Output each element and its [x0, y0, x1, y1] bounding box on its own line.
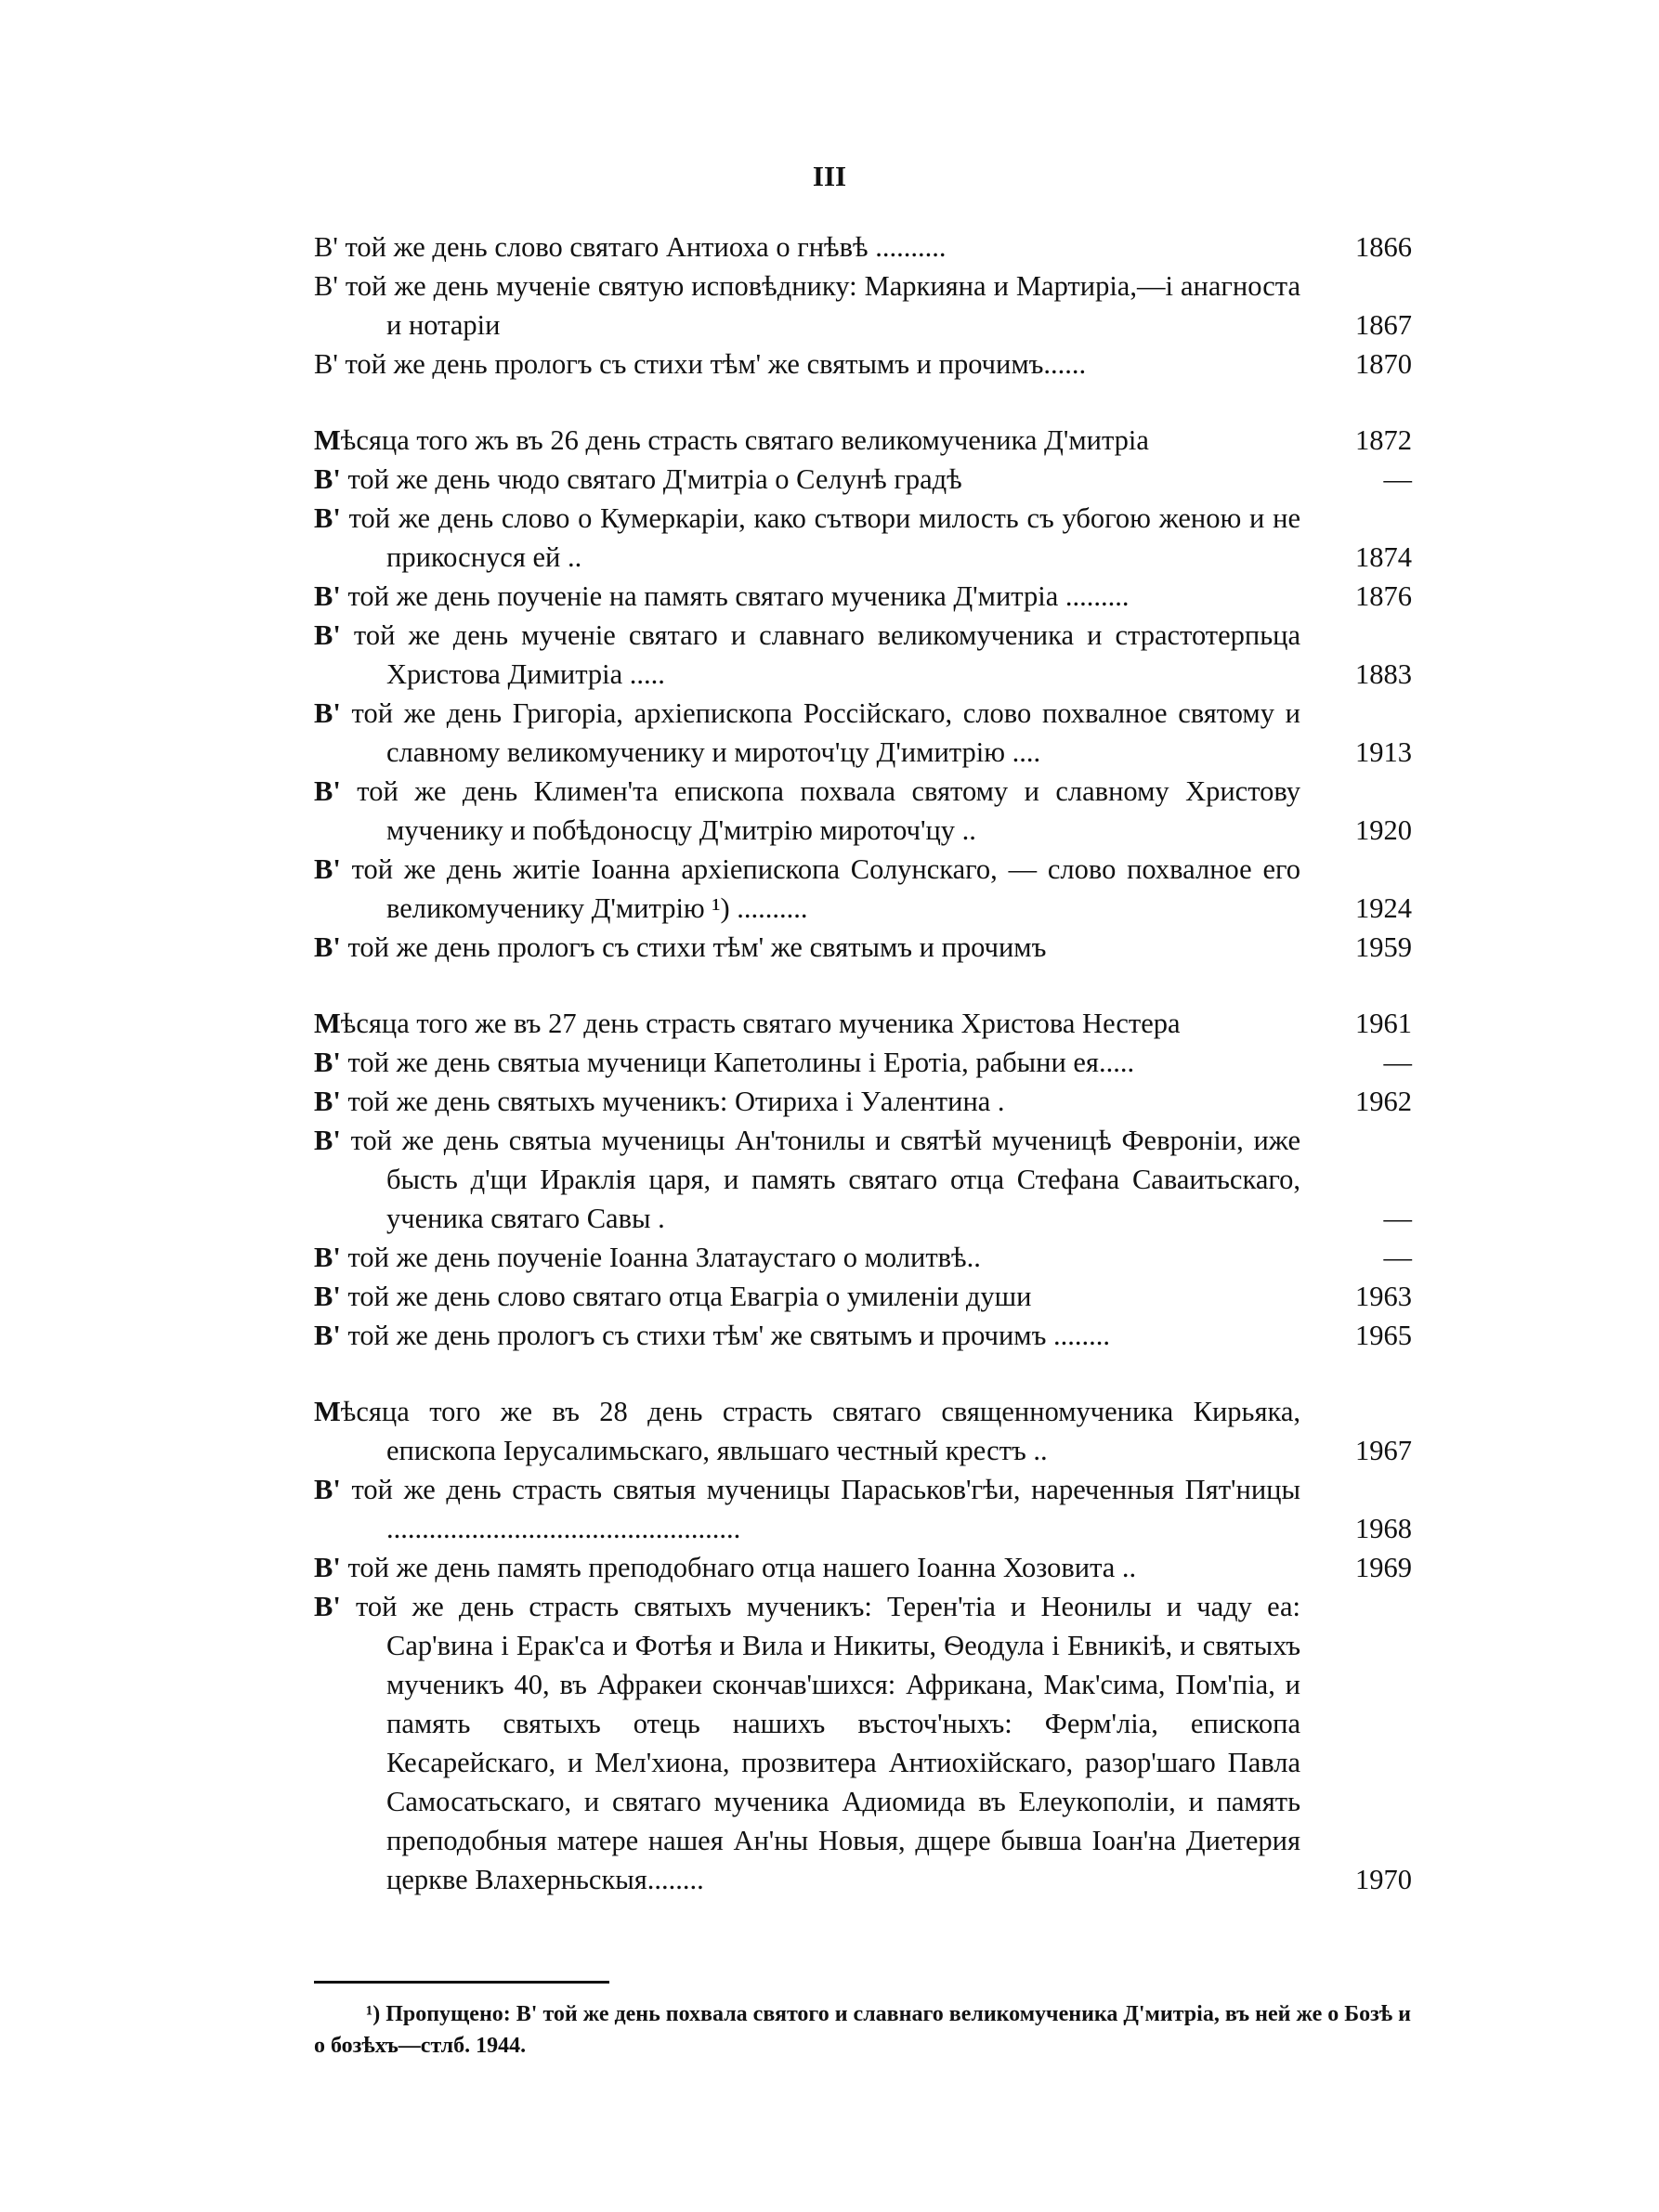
toc-entry — [314, 421, 1412, 460]
entry-page-number: 1874 — [1355, 541, 1412, 573]
toc-entry — [314, 1121, 1412, 1238]
toc-entry — [314, 616, 1412, 694]
page-number: III — [812, 160, 847, 192]
footnote-divider — [314, 1981, 609, 1984]
toc-entry — [314, 1316, 1412, 1355]
toc-section-oct-28 — [314, 1392, 1412, 1899]
entry-title: В' той же день Климен'та епископа похвала святому и славному Христову мученику и побѣдоносцу Д'митрію мироточ'цу .. — [314, 775, 1300, 846]
toc-entry — [314, 267, 1412, 345]
entry-title: В' той же день Григоріа, архіепископа Россійскаго, слово похвалное святому и славному великомученику и мироточ'цу Д'имитрію .... — [314, 697, 1300, 768]
entry-title: В' той же день святыа мученицы Ан'тонилы и святѣй мученицѣ Февроніи, иже бысть д'щи Ираклія царя, и память святаго отца Стефана Саваитьскаго, ученика святаго Савы . — [314, 1125, 1300, 1234]
entry-page-number: 1913 — [1355, 736, 1412, 768]
entry-page-number: — — [1383, 463, 1412, 495]
toc-entry — [314, 1548, 1412, 1587]
entry-page-number: 1872 — [1355, 424, 1412, 456]
entry-title: Мѣсяца того жъ въ 26 день страсть святаго великомученика Д'митріа — [314, 424, 1149, 456]
entry-page-number: 1866 — [1355, 231, 1412, 263]
entry-title: В' той же день чюдо святаго Д'митріа о Селунѣ градѣ — [314, 463, 962, 495]
entry-page-number: 1965 — [1355, 1320, 1412, 1351]
entry-title: В' той же день мученіе святаго и славнаго великомученика и страстотерпьца Христова Димитріа ..... — [314, 619, 1300, 690]
entry-title: В' той же день святыхъ мученикъ: Отириха і Уалентина . — [314, 1086, 1005, 1117]
entry-page-number: 1876 — [1355, 580, 1412, 612]
entry-title: В' той же день прологъ съ стихи тѣм' же святымъ и прочимъ...... — [314, 348, 1087, 380]
entry-title: В' той же день прологъ съ стихи тѣм' же святымъ и прочимъ ........ — [314, 1320, 1111, 1351]
toc-entry — [314, 499, 1412, 577]
entry-title: В' той же день мученіе святую исповѣднику: Маркияна и Мартиріа,—і анагноста и нотарiи — [314, 270, 1300, 341]
toc-entry — [314, 1238, 1412, 1277]
entry-page-number: 1867 — [1355, 309, 1412, 341]
toc-entry — [314, 850, 1412, 928]
entry-page-number: — — [1383, 1203, 1412, 1234]
entry-title: В' той же день прологъ съ стихи тѣм' же святымъ и прочимъ — [314, 931, 1047, 963]
entry-page-number: 1962 — [1355, 1086, 1412, 1117]
entry-title: В' той же день слово святаго Антиоха о гнѣвѣ .......... — [314, 231, 947, 263]
entry-title: В' той же день поученіе Іоанна Златаустаго о молитвѣ.. — [314, 1242, 981, 1273]
entry-title: Мѣсяца того же въ 27 день страсть святаго мученика Христова Нестера — [314, 1008, 1181, 1039]
toc-section-oct-25 — [314, 228, 1412, 384]
entry-page-number: 1924 — [1355, 892, 1412, 924]
toc-entry — [314, 1587, 1412, 1899]
entry-page-number: — — [1383, 1047, 1412, 1078]
entry-title: В' той же день слово святаго отца Евагріа о умиленіи души — [314, 1281, 1032, 1312]
toc-entry — [314, 1277, 1412, 1316]
entry-page-number: 1968 — [1355, 1513, 1412, 1544]
toc-entry — [314, 577, 1412, 616]
entry-page-number: — — [1383, 1242, 1412, 1273]
toc-entry — [314, 694, 1412, 772]
entry-title: В' той же день житіе Іоанна архіепископа Солунскаго, — слово похвалное его великомученику Д'митрію ¹) .......... — [314, 853, 1300, 924]
entry-title: В' той же день память преподобнаго отца нашего Іоанна Хозовита .. — [314, 1552, 1137, 1583]
entry-page-number: 1920 — [1355, 814, 1412, 846]
toc-section-oct-27 — [314, 1004, 1412, 1355]
toc-entry — [314, 1082, 1412, 1121]
toc-entry — [314, 1043, 1412, 1082]
entry-page-number: 1967 — [1355, 1435, 1412, 1466]
toc-entry — [314, 460, 1412, 499]
toc-section-oct-26 — [314, 421, 1412, 967]
entry-page-number: 1969 — [1355, 1552, 1412, 1583]
toc-entry — [314, 228, 1412, 267]
toc-entry — [314, 345, 1412, 384]
toc-entry — [314, 1470, 1412, 1548]
toc-entry — [314, 928, 1412, 967]
entry-title: Мѣсяца того же въ 28 день страсть святаго священномученика Кирьяка, епископа Іерусалимьскаго, явльшаго честный крестъ .. — [314, 1396, 1300, 1466]
entry-page-number: 1961 — [1355, 1008, 1412, 1039]
toc-entry — [314, 772, 1412, 850]
entry-title: В' той же день святыа мученици Капетолины і Еротіа, рабыни ея..... — [314, 1047, 1135, 1078]
table-of-contents — [314, 228, 1412, 1936]
toc-entry — [314, 1392, 1412, 1470]
entry-title: В' той же день страсть святыхъ мученикъ: Терен'тіа и Неонилы и чаду еа: Сар'вина і Ерак'са и Фотѣя и Вила и Никиты, Ѳеодула і Евникіѣ, и святыхъ мученикъ 40, въ Афракеи скончав'шихся: Африкана, Мак'сима, Пом'піа, и память святыхъ отець нашихъ въсточ'ныхъ: Ферм'ліа, епископа Кесарейскаго, и Мел'хиона, прозвитера Антиохійскаго, разор'шаго Павла Самосатьскаго, и святаго мученика Адиомида въ Елеукополіи, и память преподобныя матере нашея Ан'ны Новыя, дщере бывша Іоан'на Диетерия церкве Влахерньскыя........ — [314, 1591, 1300, 1895]
entry-page-number: 1970 — [1355, 1864, 1412, 1895]
entry-page-number: 1963 — [1355, 1281, 1412, 1312]
toc-entry — [314, 1004, 1412, 1043]
footnote: ¹) Пропущено: В' той же день похвала святого и славнаго великомученика Д'митріа, въ ней же о Бозѣ и о бозѣхъ—стлб. 1944. — [314, 2002, 1411, 2058]
entry-page-number: 1883 — [1355, 658, 1412, 690]
entry-title: В' той же день страсть святыя мученицы Параськов'гѣи, нареченныя Пят'ницы .................................................. — [314, 1474, 1300, 1544]
entry-title: В' той же день слово о Кумеркаріи, како сътвори милость съ убогою женою и не прикоснуся ей .. — [314, 502, 1300, 573]
entry-title: В' той же день поученіе на память святаго мученика Д'митріа ......... — [314, 580, 1130, 612]
entry-page-number: 1959 — [1355, 931, 1412, 963]
entry-page-number: 1870 — [1355, 348, 1412, 380]
